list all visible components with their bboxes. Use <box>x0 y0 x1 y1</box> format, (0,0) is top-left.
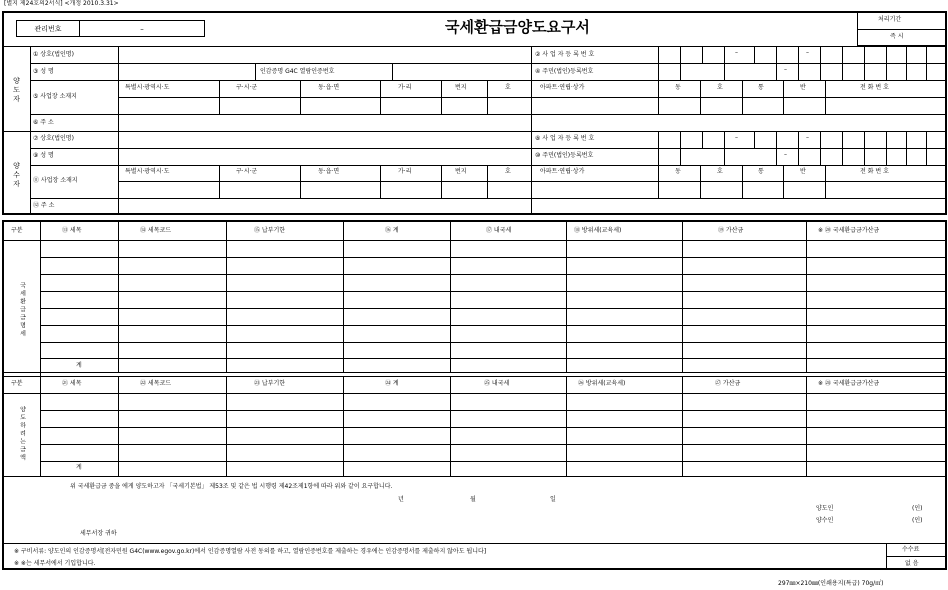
refund-col-defense: ⑱ 방위세(교육세) <box>574 227 622 234</box>
refund-col-due: ⑮ 납부기한 <box>254 227 286 234</box>
transferor-company-label: ① 상호(법인명) <box>33 51 74 58</box>
addr-col-ho2: 호 <box>717 84 723 91</box>
addr-col-province: 특별시·광역시·도 <box>125 84 170 91</box>
fee-label: 수수료 <box>902 546 920 553</box>
addr2-col-city: 구·시·군 <box>236 168 258 175</box>
paper-spec: 297㎜×210㎜(인쇄용지(특급) 70g/㎡) <box>778 580 884 587</box>
transferor-address-label: ⑥ 주 소 <box>33 119 54 126</box>
refund-side-label: 국세환급금명세 <box>18 282 26 338</box>
addr-col-city: 구·시·군 <box>236 84 258 91</box>
transfer-side-label: 양도하려는금액 <box>18 406 26 462</box>
transfer-col-code: ㉒ 세목코드 <box>140 380 172 387</box>
transferee-bizno-label: ⑧ 사 업 자 등 록 번 호 <box>535 135 595 142</box>
addr-col-ri: 가·리 <box>398 84 412 91</box>
mgmt-no-label: 관리번호 <box>16 20 80 37</box>
transferee-biz-address-label: ⑪ 사업장 소재지 <box>33 177 78 184</box>
transferee-address-label: ⑫ 주 소 <box>33 202 55 209</box>
refund-col-total: ⑯ 계 <box>385 227 399 234</box>
fee-value: 없 음 <box>905 560 919 567</box>
addr-col-ban: 반 <box>800 84 806 91</box>
transferee-company-label: ⑦ 상호(법인명) <box>33 135 74 142</box>
form-code: [별지 제24호의2서식] <개정 2010.3.31> <box>4 0 119 7</box>
seal-transferor: (인) <box>912 505 923 512</box>
refund-col-type: 구분 <box>11 227 23 234</box>
transferor-side-label: 양도자 <box>12 76 21 104</box>
refund-col-code: ⑭ 세목코드 <box>140 227 172 234</box>
transferee-resno-label: ⑩ 주민(법인)등록번호 <box>535 152 594 159</box>
note-documents: ※ 구비서류: 양도인의 인감증명서[전자민원 G4C(www.egov.go.kr)에서 인감증명열람 사전 동의를 하고, 열람인증번호를 제출하는 경우에는 인감증명서를 제출하지 않아도 됩니다] <box>14 548 487 555</box>
transferee-side-label: 양수자 <box>12 161 21 189</box>
date-month: 월 <box>470 496 476 503</box>
addr2-col-ban: 반 <box>800 168 806 175</box>
date-year: 년 <box>398 496 404 503</box>
header-frame <box>2 11 947 215</box>
transferee-name-label: ⑨ 성 명 <box>33 152 54 159</box>
addr2-col-dong: 동 <box>675 168 681 175</box>
transfer-col-total: ㉔ 계 <box>385 380 399 387</box>
mgmt-no-value: – <box>79 20 205 37</box>
addr2-col-province: 특별시·광역시·도 <box>125 168 170 175</box>
addr2-col-lot: 번지 <box>455 168 467 175</box>
addr-col-town: 동·읍·면 <box>318 84 340 91</box>
transfer-col-due: ㉓ 납부기한 <box>254 380 286 387</box>
transferor-name-label: ③ 성 명 <box>33 68 54 75</box>
addr2-col-ho: 호 <box>505 168 511 175</box>
addr2-col-ho2: 호 <box>717 168 723 175</box>
signer-transferor: 양도인 <box>816 505 834 512</box>
page-title: 국세환급금양도요구서 <box>445 18 590 36</box>
transfer-col-defense: ㉖ 방위세(교육세) <box>578 380 626 387</box>
addr2-col-phone: 전 화 번 호 <box>860 168 889 175</box>
transfer-col-tax: ㉑ 세목 <box>62 380 82 387</box>
date-day: 일 <box>550 496 556 503</box>
transfer-total-label: 계 <box>76 464 82 471</box>
transfer-col-internal: ㉕ 내국세 <box>484 380 510 387</box>
addr-col-lot: 번지 <box>455 84 467 91</box>
addr-col-tong: 통 <box>758 84 764 91</box>
note-office: ※ ※는 세무서에서 기입합니다. <box>14 560 96 567</box>
transfer-col-type: 구분 <box>11 380 23 387</box>
addr-col-phone: 전 화 번 호 <box>860 84 889 91</box>
addr2-col-ri: 가·리 <box>398 168 412 175</box>
refund-col-interest: ※ ⑳ 국세환급금가산금 <box>818 227 880 234</box>
addr2-col-tong: 통 <box>758 168 764 175</box>
signer-transferee: 양수인 <box>816 517 834 524</box>
addr-col-dong: 동 <box>675 84 681 91</box>
refund-total-label: 계 <box>76 362 82 369</box>
transferor-biz-address-label: ⑤ 사업장 소재지 <box>33 93 77 100</box>
addr2-col-apt: 아파트·연립·상가 <box>540 168 585 175</box>
seal-transferee: (인) <box>912 517 923 524</box>
transfer-col-interest: ※ ㉘ 국세환급금가산금 <box>818 380 880 387</box>
addr-col-apt: 아파트·연립·상가 <box>540 84 585 91</box>
statement-text: 위 국세환급금 중을 에게 양도하고자 「국세기본법」 제53조 및 같은 법 시행령 제42조제1항에 따라 위와 같이 요구합니다. <box>70 483 393 490</box>
period-label: 처리기간 <box>878 16 902 23</box>
transferor-resno-label: ④ 주민(법인)등록번호 <box>535 68 594 75</box>
period-value: 즉 시 <box>890 33 904 40</box>
transfer-col-penalty: ㉗ 가산금 <box>715 380 741 387</box>
refund-col-internal: ⑰ 내국세 <box>486 227 512 234</box>
addressee: 세무서장 귀하 <box>80 530 117 537</box>
addr2-col-town: 동·읍·면 <box>318 168 340 175</box>
refund-col-penalty: ⑲ 가산금 <box>718 227 744 234</box>
addr-col-ho: 호 <box>505 84 511 91</box>
transferor-bizno-label: ② 사 업 자 등 록 번 호 <box>535 51 595 58</box>
cert-number-label: 인감증명 G4C 열람인증번호 <box>260 68 335 75</box>
refund-col-tax: ⑬ 세목 <box>62 227 82 234</box>
